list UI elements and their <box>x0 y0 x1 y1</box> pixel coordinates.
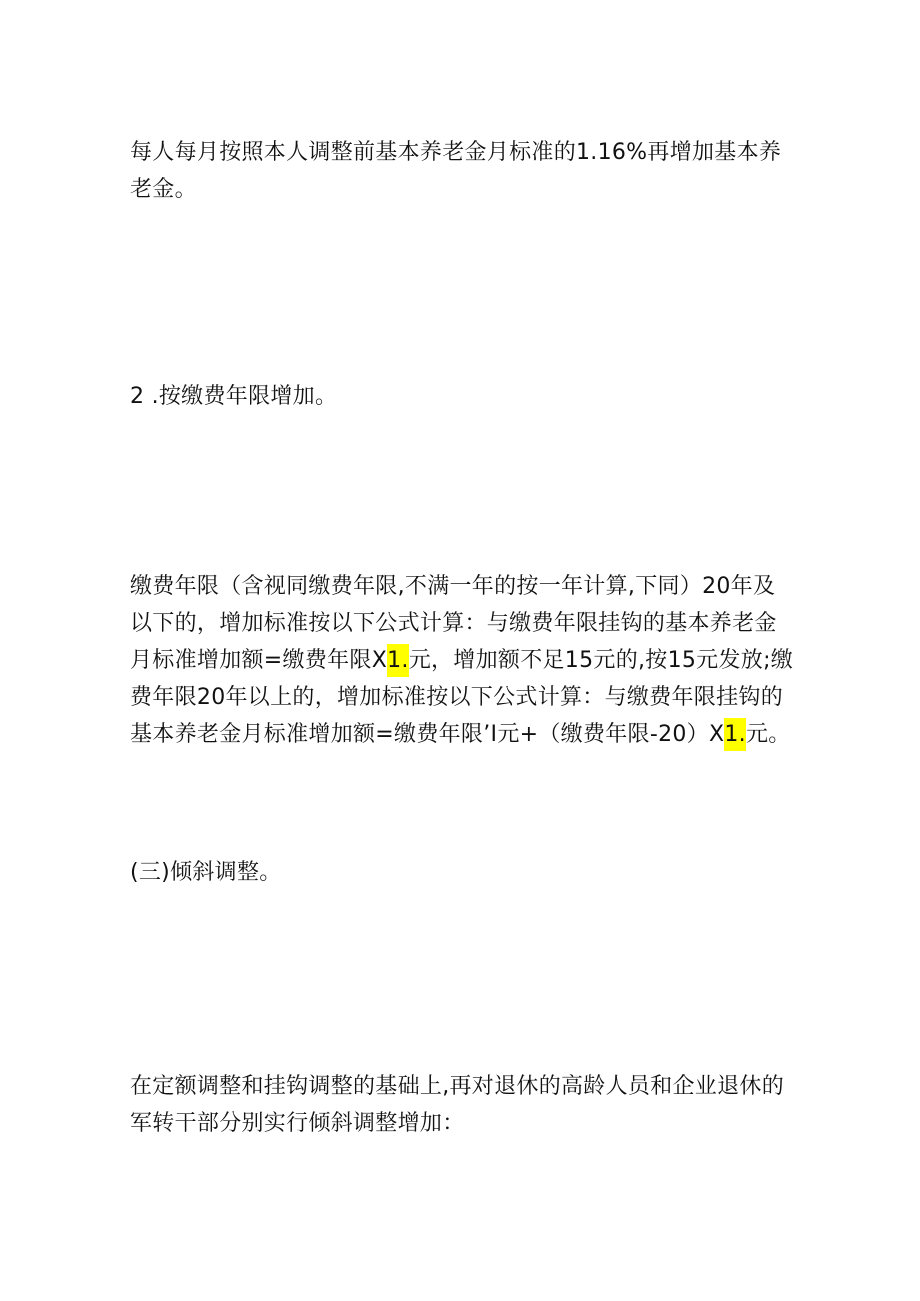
paragraph-tilted-adjustment: 在定额调整和挂钩调整的基础上,再对退休的高龄人员和企业退休的军转干部分别实行倾斜调整增加： <box>130 1074 784 1136</box>
heading-contribution-years: 2 .按缴费年限增加。 <box>130 384 338 409</box>
heading-tilted-adjustment: (三)倾斜调整。 <box>130 860 282 885</box>
paragraph-basic-pension-increase: 每人每月按照本人调整前基本养老金月标准的1.16%再增加基本养老金。 <box>130 140 782 202</box>
formula-text-part-3: 元。 <box>745 722 791 747</box>
formula-text-part-2: 元，增加额不足15元的,按15元发放;缴费年限20年以上的，增加标准按以下公式计算：与缴费年限挂钩的基本养老金月标准增加额=缴费年限’I元+（缴费年限-20）X <box>130 648 794 747</box>
highlighted-value-2: 1. <box>724 718 746 751</box>
highlighted-value-1: 1. <box>387 644 409 677</box>
paragraph-contribution-formula <box>130 568 795 753</box>
formula-text-part-1: 缴费年限（含视同缴费年限,不满一年的按一年计算,下同）20年及以下的，增加标准按以下公式计算：与缴费年限挂钩的基本养老金月标准增加额=缴费年限X <box>130 574 777 673</box>
